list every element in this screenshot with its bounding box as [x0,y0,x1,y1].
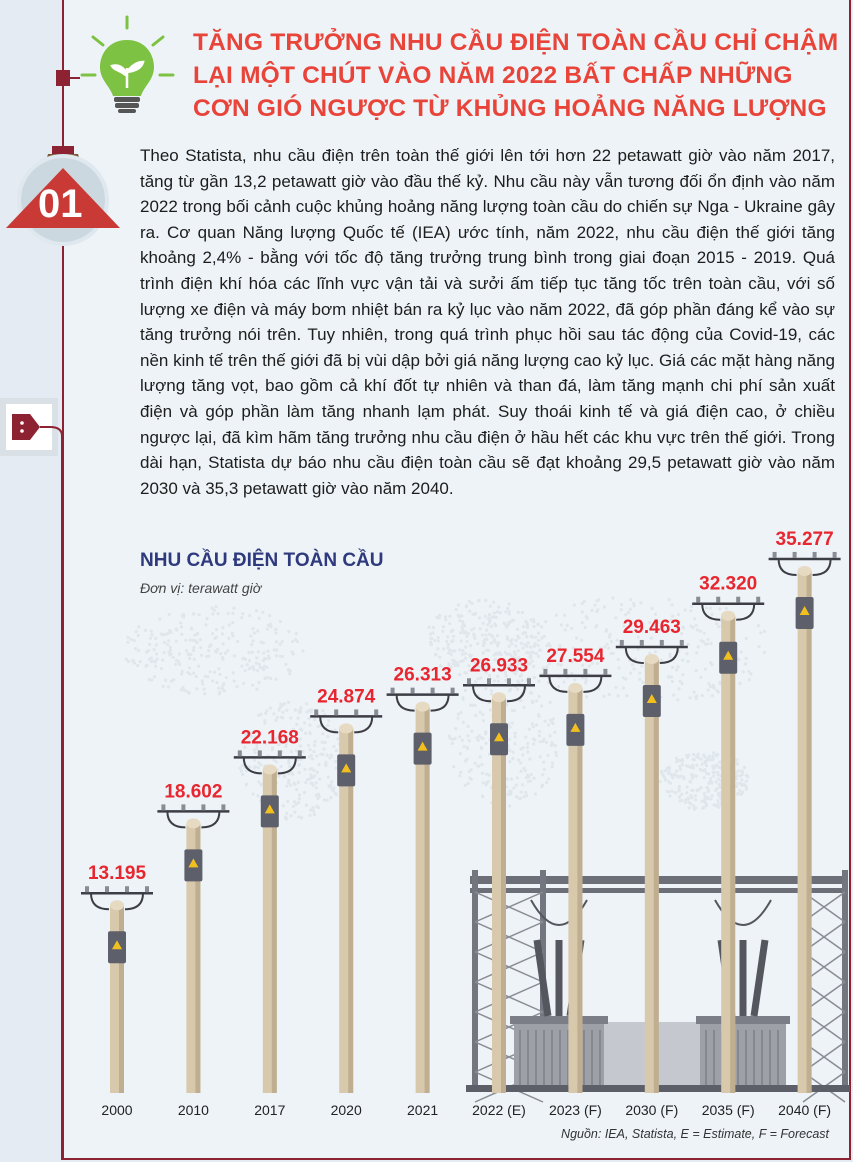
connector-icon [56,70,70,86]
x-tick-label: 2000 [101,1102,133,1118]
value-label: 27.554 [546,645,605,667]
pole-bar [81,886,153,1093]
x-tick-label: 2035 (F) [701,1102,755,1118]
value-label: 26.313 [393,664,452,686]
x-tick-label: 2021 [407,1102,439,1118]
socket-icon [0,398,62,1160]
value-label: 22.168 [240,727,299,749]
body-text: Theo Statista, nhu cầu điện trên toàn thế giới lên tới hơn 22 petawatt giờ vào năm 2017, tăng từ gần 13,2 petawatt giờ vào đầu thế kỷ. Nhu cầu này vẫn tương đối ổn định vào năm 2022 trong bối cảnh cuộc khủng hoảng năng lượng toàn cầu do chiến sự Nga - Ukraine gây ra. Cơ quan Năng lượng Quốc tế (IEA) ước tính, năm 2022, nhu cầu điện thế giới tăng khoảng 2,4% - bằng với tốc độ tăng trưởng trung bình trong giai đoạn 2015 - 2019. Quá trình điện khí hóa các lĩnh vực vận tải và sưởi ấm tiếp tục tăng tốc trên toàn cầu, với số lượng xe điện và máy bơm nhiệt bán ra kỷ lục vào năm 2022, đã góp phần đáng kể vào sự tăng trưởng nói trên. Tuy nhiên, trong quá trình phục hồi sau tác động của Covid-19, các nền kinh tế trên thế giới đã bị vùi dập bởi giá năng lượng cao kỷ lục. Giá các mặt hàng năng lượng tăng vọt, bao gồm cả khí đốt tự nhiên và than đá, làm tăng mạnh chi phí sản xuất điện và góp phần làm tăng nhanh lạm phát. Suy thoái kinh tế và giá điện cao, ở chiều ngược lại, đã kìm hãm tăng trưởng nhu cầu điện ở hầu hết các khu vực trên thế giới. Trong dài hạn, Statista dự báo nhu cầu điện toàn cầu sẽ đạt khoảng 29,5 petawatt giờ vào năm 2030 và 35,3 petawatt giờ vào năm 2040. [140,146,835,498]
section-number: 01 [38,182,83,226]
value-label: 18.602 [164,781,223,803]
chart [64,530,851,1125]
pole-bar [157,804,229,1093]
chart-unit: Đơn vị: terawatt giờ [140,580,262,596]
value-label: 26.933 [469,655,529,677]
x-tick-label: 2017 [254,1102,286,1118]
source-note: Nguồn: IEA, Statista, E = Estimate, F = Forecast [561,1127,829,1141]
value-label: 32.320 [699,573,758,595]
x-axis-labels [101,1102,831,1118]
chart-title: NHU CẦU ĐIỆN TOÀN CẦU [140,550,384,571]
value-label: 29.463 [622,616,681,638]
pole-bar [310,709,382,1093]
x-tick-label: 2010 [177,1102,209,1118]
x-tick-label: 2040 (F) [778,1102,832,1118]
x-tick-label: 2023 (F) [548,1102,602,1118]
page-title: TĂNG TRƯỞNG NHU CẦU ĐIỆN TOÀN CẦU CHỈ CHẬM LẠI MỘT CHÚT VÀO NĂM 2022 BẤT CHẤP NHỮNG CƠN GIÓ NGƯỢC TỪ KHỦNG HOẢNG NĂNG LƯỢNG [193,29,839,122]
x-tick-label: 2030 (F) [625,1102,679,1118]
x-tick-label: 2022 (E) [472,1102,526,1118]
pole-bar [769,552,841,1093]
lightbulb-icon [82,17,173,113]
value-label: 24.874 [317,686,376,708]
pole-bar [387,688,459,1093]
value-label: 35.277 [775,530,834,550]
value-label: 13.195 [87,863,147,885]
x-tick-label: 2020 [330,1102,362,1118]
